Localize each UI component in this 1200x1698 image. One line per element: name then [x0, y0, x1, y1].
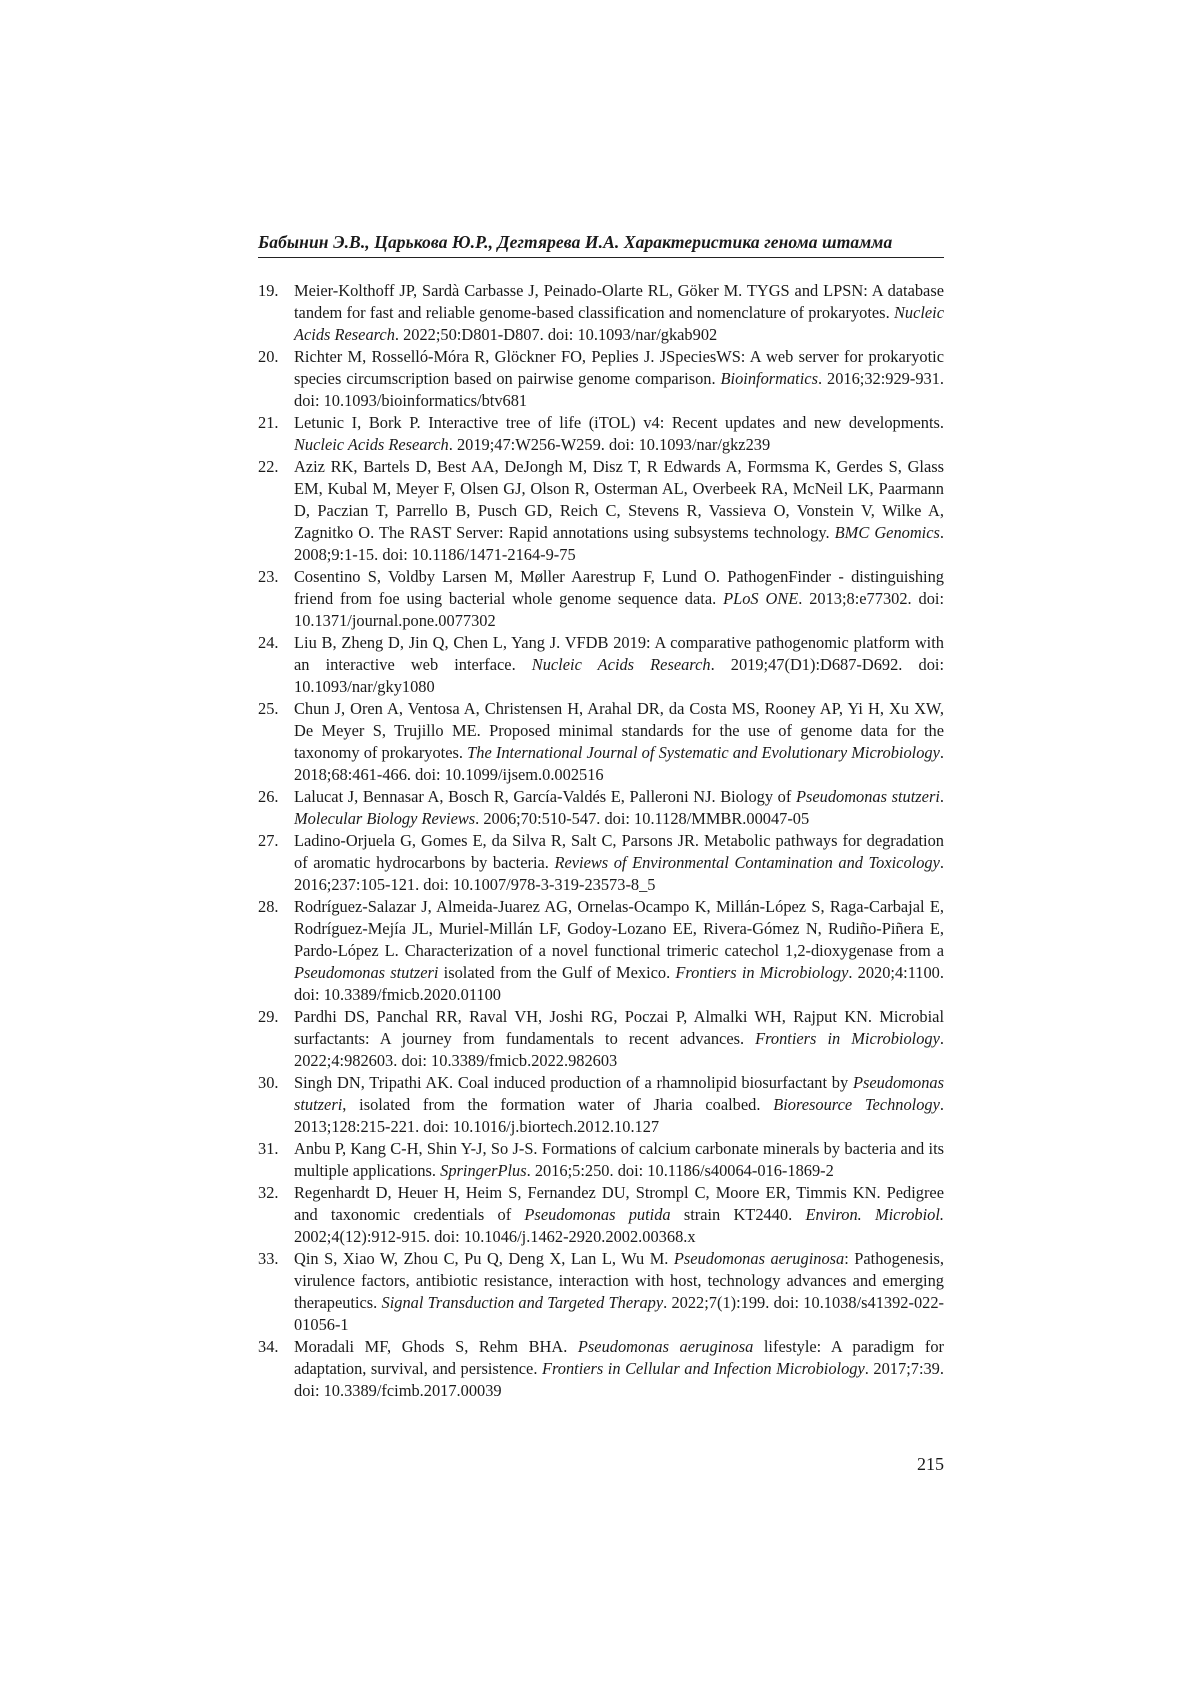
- reference-number: 27.: [258, 831, 279, 850]
- reference-segment: Chun J, Oren A, Ventosa A, Christensen H, Arahal DR, da Costa MS, Rooney AP, Yi H, Xu XW, De Meyer S, Trujillo ME. Proposed minimal standards for the use of genome data for the taxonomy of prokaryotes.: [294, 699, 944, 762]
- reference-number: 31.: [258, 1139, 279, 1158]
- reference-segment: . 2020;4:1100. doi: 10.3389/fmicb.2020.01100: [294, 963, 944, 1004]
- page-number: 215: [917, 1454, 944, 1474]
- reference-segment: . 2022;4:982603. doi: 10.3389/fmicb.2022.982603: [294, 1029, 944, 1070]
- reference-segment: Ladino-Orjuela G, Gomes E, da Silva R, Salt C, Parsons JR. Metabolic pathways for degradation of aromatic hydrocarbons by bacteria.: [294, 831, 944, 872]
- reference-segment: 2002;4(12):912-915. doi: 10.1046/j.1462-2920.2002.00368.x: [294, 1227, 696, 1246]
- reference-segment: . 2006;70:510-547. doi: 10.1128/MMBR.00047-05: [475, 809, 810, 828]
- reference-item: [258, 456, 944, 566]
- reference-number: 26.: [258, 787, 279, 806]
- reference-segment: lifestyle: A paradigm for adaptation, survival, and persistence.: [294, 1337, 944, 1378]
- reference-number: 32.: [258, 1183, 279, 1202]
- reference-segment: Regenhardt D, Heuer H, Heim S, Fernandez DU, Strompl C, Moore ER, Timmis KN. Pedigree and taxonomic credentials of: [294, 1183, 944, 1224]
- reference-text: [294, 281, 944, 344]
- reference-italic-segment: Nucleic Acids Research: [294, 435, 449, 454]
- reference-italic-segment: Bioinformatics: [720, 369, 818, 388]
- reference-text: [294, 699, 944, 784]
- reference-text: [294, 1073, 944, 1136]
- reference-italic-segment: Pseudomonas stutzeri: [294, 963, 439, 982]
- reference-segment: . 2019;47(D1):D687-D692. doi: 10.1093/nar/gky1080: [294, 655, 944, 696]
- reference-item: [258, 1006, 944, 1072]
- reference-segment: Cosentino S, Voldby Larsen M, Møller Aarestrup F, Lund O. PathogenFinder - distinguishing friend from foe using bacterial whole genome sequence data.: [294, 567, 944, 608]
- reference-segment: Qin S, Xiao W, Zhou C, Pu Q, Deng X, Lan L, Wu M.: [294, 1249, 674, 1268]
- reference-segment: . 2022;7(1):199. doi: 10.1038/s41392-022-01056-1: [294, 1293, 944, 1334]
- reference-segment: Rodríguez-Salazar J, Almeida-Juarez AG, Ornelas-Ocampo K, Millán-López S, Raga-Carbajal E, Rodríguez-Mejía JL, Muriel-Millán LF, Godoy-Lozano EE, Rivera-Gómez N, Rudiño-Piñera E, Pardo-López L. Characterization of a novel functional trimeric catechol 1,2-dioxygenase from a: [294, 897, 944, 960]
- reference-item: [258, 412, 944, 456]
- reference-text: [294, 633, 944, 696]
- reference-segment: strain KT2440.: [670, 1205, 806, 1224]
- reference-italic-segment: Frontiers in Cellular and Infection Microbiology: [541, 1359, 865, 1378]
- reference-item: [258, 698, 944, 786]
- reference-item: [258, 280, 944, 346]
- reference-italic-segment: The International Journal of Systematic and Evolutionary Microbiology: [467, 743, 940, 762]
- reference-item: [258, 896, 944, 1006]
- reference-segment: isolated from the Gulf of Mexico.: [438, 963, 676, 982]
- reference-segment: Singh DN, Tripathi AK. Coal induced production of a rhamnolipid biosurfactant by: [294, 1073, 853, 1092]
- reference-italic-segment: Pseudomonas aeruginosa: [577, 1337, 754, 1356]
- reference-text: [294, 567, 944, 630]
- reference-segment: Richter M, Rosselló-Móra R, Glöckner FO, Peplies J. JSpeciesWS: A web server for prokaryotic species circumscription based on pairwise genome comparison.: [294, 347, 944, 388]
- reference-segment: Pardhi DS, Panchal RR, Raval VH, Joshi RG, Poczai P, Almalki WH, Rajput KN. Microbial surfactants: A journey from fundamentals to recent advances.: [294, 1007, 944, 1048]
- reference-segment: , isolated from the formation water of Jharia coalbed.: [342, 1095, 774, 1114]
- reference-text: [294, 1139, 944, 1180]
- reference-segment: . 2018;68:461-466. doi: 10.1099/ijsem.0.002516: [294, 743, 944, 784]
- reference-text: [294, 787, 944, 828]
- reference-number: 21.: [258, 413, 279, 432]
- reference-italic-segment: Pseudomonas putida: [524, 1205, 671, 1224]
- reference-text: [294, 413, 944, 454]
- reference-segment: . 2016;237:105-121. doi: 10.1007/978-3-319-23573-8_5: [294, 853, 944, 894]
- reference-number: 20.: [258, 347, 279, 366]
- reference-number: 28.: [258, 897, 279, 916]
- reference-segment: . 2008;9:1-15. doi: 10.1186/1471-2164-9-75: [294, 523, 944, 564]
- reference-number: 30.: [258, 1073, 279, 1092]
- reference-number: 24.: [258, 633, 279, 652]
- reference-text: [294, 831, 944, 894]
- reference-segment: Letunic I, Bork P. Interactive tree of life (iTOL) v4: Recent updates and new developments.: [294, 413, 944, 432]
- reference-number: 22.: [258, 457, 279, 476]
- reference-italic-segment: Bioresource Technology: [773, 1095, 940, 1114]
- reference-number: 23.: [258, 567, 279, 586]
- reference-item: [258, 1138, 944, 1182]
- reference-italic-segment: Pseudomonas stutzeri: [795, 787, 940, 806]
- reference-segment: . 2013;8:e77302. doi: 10.1371/journal.pone.0077302: [294, 589, 944, 630]
- reference-text: [294, 457, 944, 564]
- reference-segment: . 2022;50:D801-D807. doi: 10.1093/nar/gkab902: [394, 325, 718, 344]
- reference-segment: Lalucat J, Bennasar A, Bosch R, García-Valdés E, Palleroni NJ. Biology of: [294, 787, 796, 806]
- reference-italic-segment: Frontiers in Microbiology: [755, 1029, 940, 1048]
- reference-list: [258, 280, 944, 1402]
- reference-number: 33.: [258, 1249, 279, 1268]
- reference-segment: . 2016;5:250. doi: 10.1186/s40064-016-1869-2: [526, 1161, 834, 1180]
- reference-segment: : Pathogenesis, virulence factors, antibiotic resistance, interaction with host, technology advances and emerging therapeutics.: [294, 1249, 944, 1312]
- reference-italic-segment: Signal Transduction and Targeted Therapy: [381, 1293, 664, 1312]
- reference-italic-segment: Pseudomonas stutzeri: [294, 1073, 944, 1114]
- reference-item: [258, 1336, 944, 1402]
- reference-item: [258, 632, 944, 698]
- reference-item: [258, 346, 944, 412]
- reference-italic-segment: Environ. Microbiol.: [805, 1205, 945, 1224]
- reference-number: 34.: [258, 1337, 279, 1356]
- reference-number: 25.: [258, 699, 279, 718]
- reference-text: [294, 1183, 944, 1246]
- reference-segment: . 2019;47:W256-W259. doi: 10.1093/nar/gkz239: [448, 435, 771, 454]
- reference-segment: Anbu P, Kang C-H, Shin Y-J, So J-S. Formations of calcium carbonate minerals by bacteria and its multiple applications.: [294, 1139, 944, 1180]
- reference-segment: Moradali MF, Ghods S, Rehm BHA.: [294, 1337, 578, 1356]
- reference-italic-segment: Reviews of Environmental Contamination and Toxicology: [554, 853, 940, 872]
- reference-italic-segment: Pseudomonas aeruginosa: [673, 1249, 845, 1268]
- reference-number: 19.: [258, 281, 279, 300]
- reference-italic-segment: PLoS ONE: [723, 589, 799, 608]
- reference-italic-segment: Nucleic Acids Research: [294, 303, 944, 344]
- reference-italic-segment: Frontiers in Microbiology: [675, 963, 849, 982]
- reference-item: [258, 566, 944, 632]
- reference-segment: Liu B, Zheng D, Jin Q, Chen L, Yang J. VFDB 2019: A comparative pathogenomic platform with an interactive web interface.: [294, 633, 944, 674]
- reference-segment: .: [939, 787, 944, 806]
- reference-text: [294, 897, 944, 1004]
- reference-italic-segment: SpringerPlus: [440, 1161, 527, 1180]
- running-head: Бабынин Э.В., Царькова Ю.Р., Дегтярева И.А. Характеристика генома штамма: [258, 232, 944, 258]
- reference-number: 29.: [258, 1007, 279, 1026]
- reference-segment: . 2016;32:929-931. doi: 10.1093/bioinformatics/btv681: [294, 369, 945, 410]
- reference-item: [258, 1072, 944, 1138]
- reference-text: [294, 1249, 944, 1334]
- reference-segment: Aziz RK, Bartels D, Best AA, DeJongh M, Disz T, R Edwards A, Formsma K, Gerdes S, Glass EM, Kubal M, Meyer F, Olsen GJ, Olson R, Osterman AL, Overbeek RA, McNeil LK, Paarmann D, Paczian T, Parrello B, Pusch GD, Reich C, Stevens R, Vassieva O, Vonstein V, Wilke A, Zagnitko O. The RAST Server: Rapid annotations using subsystems technology.: [294, 457, 944, 542]
- reference-text: [294, 1007, 944, 1070]
- reference-segment: . 2013;128:215-221. doi: 10.1016/j.biortech.2012.10.127: [294, 1095, 944, 1136]
- reference-item: [258, 1182, 944, 1248]
- reference-text: [294, 347, 944, 410]
- reference-italic-segment: Molecular Biology Reviews: [294, 809, 476, 828]
- reference-text: [294, 1337, 944, 1400]
- reference-italic-segment: Nucleic Acids Research: [531, 655, 711, 674]
- reference-italic-segment: BMC Genomics: [834, 523, 940, 542]
- reference-segment: . 2017;7:39. doi: 10.3389/fcimb.2017.00039: [294, 1359, 944, 1400]
- reference-segment: Meier-Kolthoff JP, Sardà Carbasse J, Peinado-Olarte RL, Göker M. TYGS and LPSN: A database tandem for fast and reliable genome-based classification and nomenclature of prokaryotes.: [294, 281, 944, 322]
- reference-item: [258, 830, 944, 896]
- reference-item: [258, 786, 944, 830]
- reference-item: [258, 1248, 944, 1336]
